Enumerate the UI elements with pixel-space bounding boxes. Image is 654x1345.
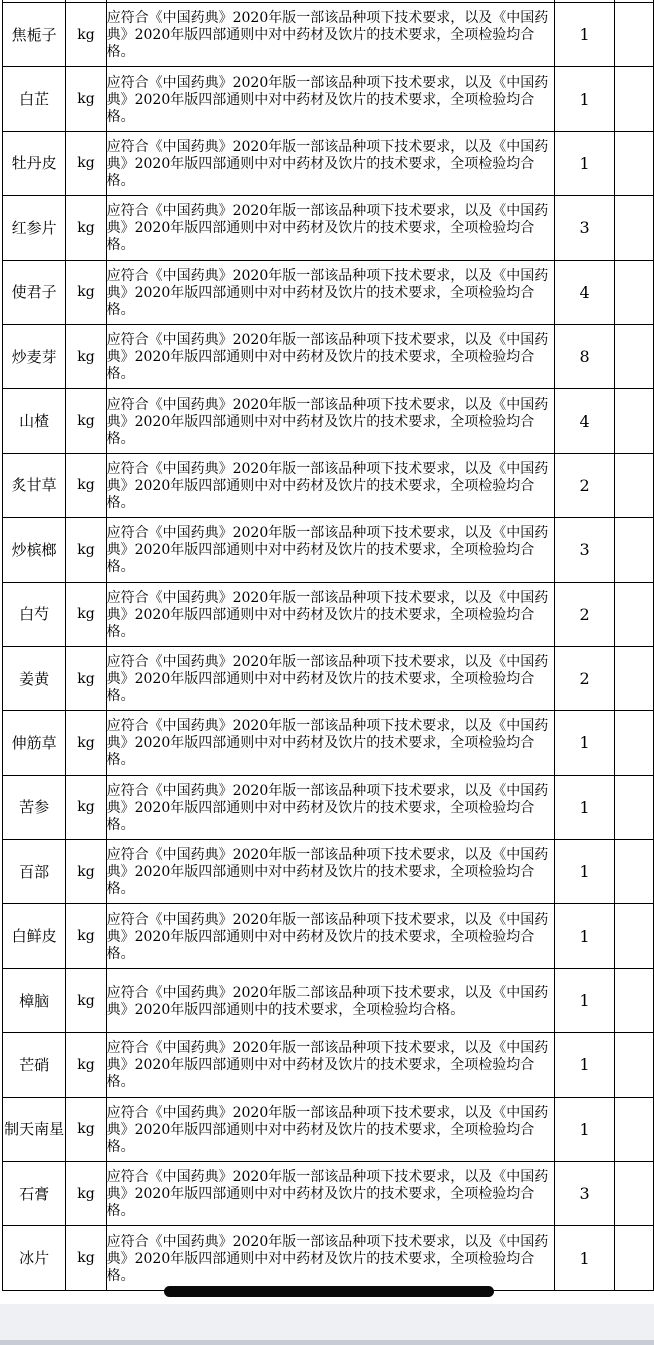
quantity-cell: 3 xyxy=(555,1162,614,1226)
unit-cell: kg xyxy=(66,840,106,904)
table-row xyxy=(3,1162,654,1226)
requirement-text: 应符合《中国药典》2020年版二部该品种项下技术要求，以及《中国药典》2020年版四部通则中的技术要求，全项检验均合格。 xyxy=(106,984,549,1018)
unit-cell: kg xyxy=(66,1162,106,1226)
quantity-cell: 2 xyxy=(555,582,614,646)
requirement-cell xyxy=(106,453,555,517)
requirement-text: 应符合《中国药典》2020年版一部该品种项下技术要求，以及《中国药典》2020年版四部通则中对中药材及饮片的技术要求，全项检验均合格。 xyxy=(106,525,549,576)
empty-cell xyxy=(614,1033,653,1097)
herb-name-cell: 樟脑 xyxy=(3,968,66,1032)
empty-cell xyxy=(614,453,653,517)
quantity-cell: 1 xyxy=(555,67,614,131)
requirement-cell xyxy=(106,904,555,968)
table-row xyxy=(3,1226,654,1290)
empty-cell xyxy=(614,389,653,453)
quantity-cell: 4 xyxy=(555,260,614,324)
table-row xyxy=(3,453,654,517)
unit-cell: kg xyxy=(66,968,106,1032)
quantity-cell: 1 xyxy=(555,3,614,67)
quantity-cell: 1 xyxy=(555,1097,614,1161)
quantity-cell: 2 xyxy=(555,646,614,710)
table-row xyxy=(3,518,654,582)
quantity-cell: 2 xyxy=(555,453,614,517)
table-row xyxy=(3,968,654,1032)
requirement-text: 应符合《中国药典》2020年版一部该品种项下技术要求，以及《中国药典》2020年版四部通则中对中药材及饮片的技术要求，全项检验均合格。 xyxy=(106,74,549,125)
requirement-text: 应符合《中国药典》2020年版一部该品种项下技术要求，以及《中国药典》2020年版四部通则中对中药材及饮片的技术要求，全项检验均合格。 xyxy=(106,332,549,383)
quantity-cell: 1 xyxy=(555,1226,614,1290)
bottom-toolbar-area xyxy=(0,1304,654,1345)
table-row xyxy=(3,324,654,388)
herb-name-cell: 焦栀子 xyxy=(3,3,66,67)
requirement-text: 应符合《中国药典》2020年版一部该品种项下技术要求，以及《中国药典》2020年版四部通则中对中药材及饮片的技术要求，全项检验均合格。 xyxy=(106,1104,549,1155)
requirement-text: 应符合《中国药典》2020年版一部该品种项下技术要求，以及《中国药典》2020年版四部通则中对中药材及饮片的技术要求，全项检验均合格。 xyxy=(106,654,549,705)
table-row xyxy=(3,389,654,453)
table-row xyxy=(3,3,654,67)
unit-cell: kg xyxy=(66,711,106,775)
herb-name-cell: 白鲜皮 xyxy=(3,904,66,968)
empty-cell xyxy=(614,840,653,904)
herb-name-cell: 牡丹皮 xyxy=(3,131,66,195)
herb-name-cell: 白芷 xyxy=(3,67,66,131)
empty-cell xyxy=(614,67,653,131)
empty-cell xyxy=(614,1097,653,1161)
empty-cell xyxy=(614,904,653,968)
requirement-cell xyxy=(106,646,555,710)
requirement-text: 应符合《中国药典》2020年版一部该品种项下技术要求，以及《中国药典》2020年版四部通则中对中药材及饮片的技术要求，全项检验均合格。 xyxy=(106,589,549,640)
quantity-cell: 3 xyxy=(555,518,614,582)
requirement-text: 应符合《中国药典》2020年版一部该品种项下技术要求，以及《中国药典》2020年版四部通则中对中药材及饮片的技术要求，全项检验均合格。 xyxy=(106,138,549,189)
table-row xyxy=(3,196,654,260)
requirement-cell xyxy=(106,1097,555,1161)
requirement-cell xyxy=(106,389,555,453)
requirement-cell xyxy=(106,711,555,775)
herb-name-cell: 使君子 xyxy=(3,260,66,324)
unit-cell: kg xyxy=(66,453,106,517)
requirement-text: 应符合《中国药典》2020年版一部该品种项下技术要求，以及《中国药典》2020年版四部通则中对中药材及饮片的技术要求，全项检验均合格。 xyxy=(106,911,549,962)
empty-cell xyxy=(614,324,653,388)
unit-cell: kg xyxy=(66,1097,106,1161)
empty-cell xyxy=(614,711,653,775)
empty-cell xyxy=(614,775,653,839)
unit-cell: kg xyxy=(66,1033,106,1097)
requirement-cell xyxy=(106,196,555,260)
unit-cell: kg xyxy=(66,1226,106,1290)
unit-cell: kg xyxy=(66,582,106,646)
quantity-cell: 8 xyxy=(555,324,614,388)
requirement-text: 应符合《中国药典》2020年版一部该品种项下技术要求，以及《中国药典》2020年版四部通则中对中药材及饮片的技术要求，全项检验均合格。 xyxy=(106,460,549,511)
herb-name-cell: 制天南星 xyxy=(3,1097,66,1161)
table-row xyxy=(3,646,654,710)
quantity-cell: 1 xyxy=(555,840,614,904)
unit-cell: kg xyxy=(66,196,106,260)
requirement-cell xyxy=(106,968,555,1032)
empty-cell xyxy=(614,968,653,1032)
table-row xyxy=(3,840,654,904)
herb-name-cell: 冰片 xyxy=(3,1226,66,1290)
quantity-cell: 3 xyxy=(555,196,614,260)
requirement-text: 应符合《中国药典》2020年版一部该品种项下技术要求，以及《中国药典》2020年版四部通则中对中药材及饮片的技术要求，全项检验均合格。 xyxy=(106,1233,549,1284)
herb-name-cell: 姜黄 xyxy=(3,646,66,710)
empty-cell xyxy=(614,196,653,260)
table-row xyxy=(3,711,654,775)
herb-name-cell: 炒槟榔 xyxy=(3,518,66,582)
herb-name-cell: 炒麦芽 xyxy=(3,324,66,388)
herb-spec-table xyxy=(2,0,654,1291)
unit-cell: kg xyxy=(66,646,106,710)
requirement-text: 应符合《中国药典》2020年版一部该品种项下技术要求，以及《中国药典》2020年版四部通则中对中药材及饮片的技术要求，全项检验均合格。 xyxy=(106,782,549,833)
herb-name-cell: 白芍 xyxy=(3,582,66,646)
unit-cell: kg xyxy=(66,904,106,968)
requirement-cell xyxy=(106,260,555,324)
table-row xyxy=(3,260,654,324)
empty-cell xyxy=(614,1162,653,1226)
requirement-text: 应符合《中国药典》2020年版一部该品种项下技术要求，以及《中国药典》2020年版四部通则中对中药材及饮片的技术要求，全项检验均合格。 xyxy=(106,1169,549,1220)
herb-name-cell: 石膏 xyxy=(3,1162,66,1226)
requirement-cell xyxy=(106,582,555,646)
table-row xyxy=(3,904,654,968)
requirement-text: 应符合《中国药典》2020年版一部该品种项下技术要求，以及《中国药典》2020年版四部通则中对中药材及饮片的技术要求，全项检验均合格。 xyxy=(106,203,549,254)
quantity-cell: 1 xyxy=(555,904,614,968)
table-row xyxy=(3,1033,654,1097)
requirement-cell xyxy=(106,1226,555,1290)
herb-name-cell: 伸筋草 xyxy=(3,711,66,775)
unit-cell: kg xyxy=(66,67,106,131)
quantity-cell: 1 xyxy=(555,968,614,1032)
empty-cell xyxy=(614,646,653,710)
requirement-cell xyxy=(106,1162,555,1226)
requirement-text: 应符合《中国药典》2020年版一部该品种项下技术要求，以及《中国药典》2020年版四部通则中对中药材及饮片的技术要求，全项检验均合格。 xyxy=(106,10,549,61)
requirement-cell xyxy=(106,775,555,839)
herb-name-cell: 芒硝 xyxy=(3,1033,66,1097)
quantity-cell: 1 xyxy=(555,711,614,775)
requirement-cell xyxy=(106,1033,555,1097)
unit-cell: kg xyxy=(66,775,106,839)
empty-cell xyxy=(614,3,653,67)
table-row xyxy=(3,67,654,131)
herb-name-cell: 炙甘草 xyxy=(3,453,66,517)
table-row xyxy=(3,582,654,646)
home-indicator-bar[interactable] xyxy=(164,1286,494,1297)
table-row xyxy=(3,1097,654,1161)
requirement-cell xyxy=(106,324,555,388)
unit-cell: kg xyxy=(66,324,106,388)
empty-cell xyxy=(614,131,653,195)
requirement-text: 应符合《中国药典》2020年版一部该品种项下技术要求，以及《中国药典》2020年版四部通则中对中药材及饮片的技术要求，全项检验均合格。 xyxy=(106,267,549,318)
requirement-cell xyxy=(106,518,555,582)
herb-name-cell: 苦参 xyxy=(3,775,66,839)
unit-cell: kg xyxy=(66,518,106,582)
unit-cell: kg xyxy=(66,3,106,67)
requirement-cell xyxy=(106,3,555,67)
table-row xyxy=(3,775,654,839)
quantity-cell: 1 xyxy=(555,131,614,195)
requirement-text: 应符合《中国药典》2020年版一部该品种项下技术要求，以及《中国药典》2020年版四部通则中对中药材及饮片的技术要求，全项检验均合格。 xyxy=(106,1040,549,1091)
unit-cell: kg xyxy=(66,389,106,453)
requirement-cell xyxy=(106,131,555,195)
herb-name-cell: 百部 xyxy=(3,840,66,904)
quantity-cell: 1 xyxy=(555,775,614,839)
unit-cell: kg xyxy=(66,131,106,195)
empty-cell xyxy=(614,1226,653,1290)
herb-name-cell: 红参片 xyxy=(3,196,66,260)
quantity-cell: 4 xyxy=(555,389,614,453)
quantity-cell: 1 xyxy=(555,1033,614,1097)
table-row xyxy=(3,131,654,195)
empty-cell xyxy=(614,518,653,582)
unit-cell: kg xyxy=(66,260,106,324)
requirement-cell xyxy=(106,840,555,904)
requirement-text: 应符合《中国药典》2020年版一部该品种项下技术要求，以及《中国药典》2020年版四部通则中对中药材及饮片的技术要求，全项检验均合格。 xyxy=(106,396,549,447)
requirement-text: 应符合《中国药典》2020年版一部该品种项下技术要求，以及《中国药典》2020年版四部通则中对中药材及饮片的技术要求，全项检验均合格。 xyxy=(106,718,549,769)
table-body xyxy=(3,0,654,1290)
empty-cell xyxy=(614,582,653,646)
requirement-cell xyxy=(106,67,555,131)
empty-cell xyxy=(614,260,653,324)
herb-name-cell: 山楂 xyxy=(3,389,66,453)
bottom-divider xyxy=(0,1340,654,1345)
requirement-text: 应符合《中国药典》2020年版一部该品种项下技术要求，以及《中国药典》2020年版四部通则中对中药材及饮片的技术要求，全项检验均合格。 xyxy=(106,847,549,898)
